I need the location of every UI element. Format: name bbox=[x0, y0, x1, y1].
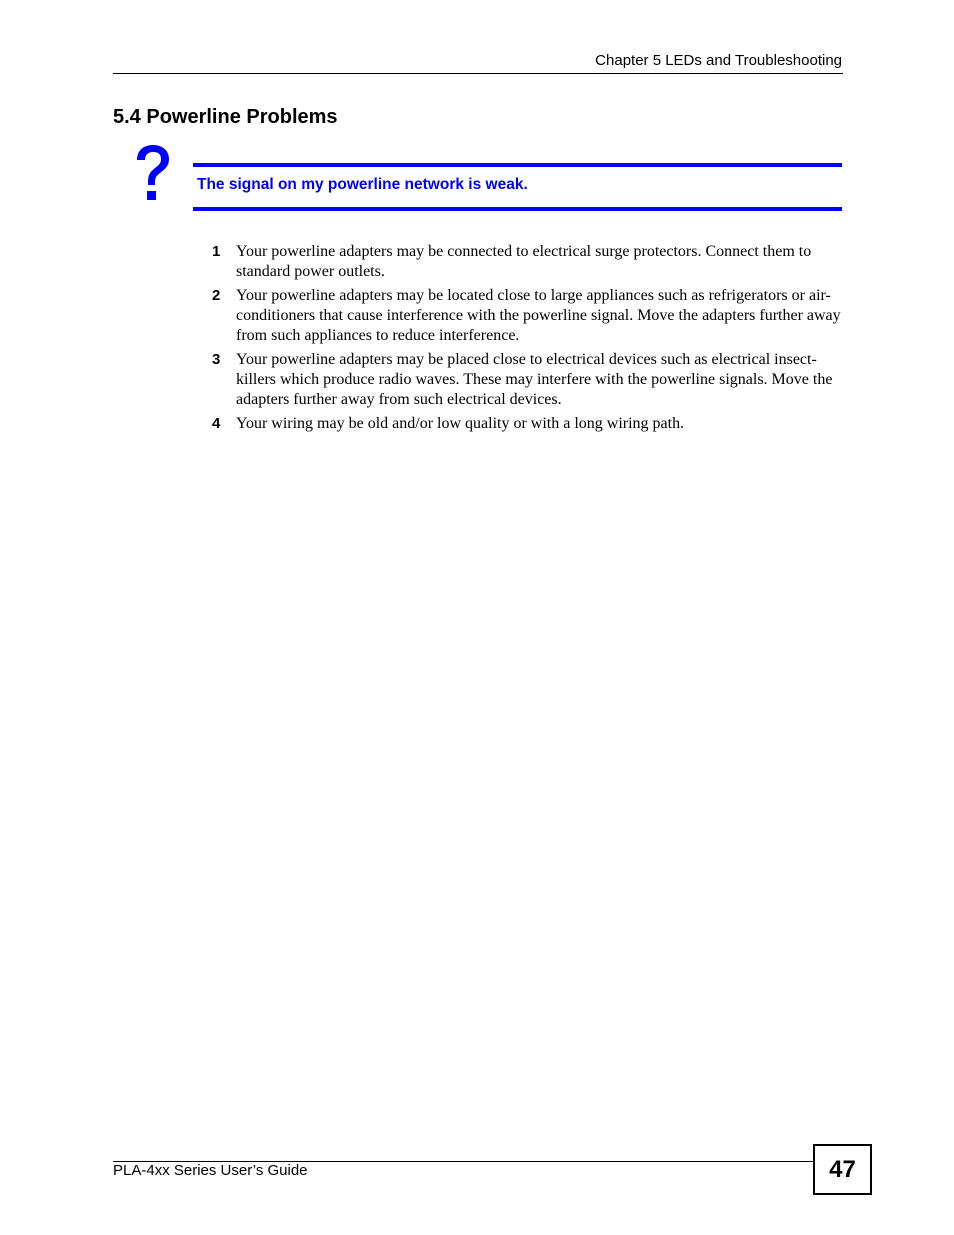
section-title: 5.4 Powerline Problems bbox=[113, 106, 338, 128]
question-box-top-rule bbox=[193, 163, 842, 167]
question-mark-icon bbox=[133, 143, 173, 205]
step-item bbox=[212, 350, 842, 410]
header-divider bbox=[113, 73, 843, 74]
step-text: Your powerline adapters may be placed close to electrical devices such as electrical insect-killers which produce radio waves. These may interfere with the powerline signals. Move the adapters further away from such electrical devices. bbox=[236, 351, 833, 408]
question-box-bottom-rule bbox=[193, 207, 842, 211]
step-text: Your powerline adapters may be located close to large appliances such as refrigerators or air-conditioners that cause interference with the powerline signal. Move the adapters further away from such appliances to reduce interference. bbox=[236, 287, 841, 344]
running-header: Chapter 5 LEDs and Troubleshooting bbox=[595, 52, 842, 69]
page-number: 47 bbox=[813, 1144, 872, 1195]
question-text: The signal on my powerline network is weak. bbox=[197, 176, 528, 193]
step-number: 1 bbox=[212, 243, 221, 260]
question-mark-hook bbox=[137, 145, 169, 185]
step-item bbox=[212, 286, 842, 346]
step-text: Your wiring may be old and/or low quality or with a long wiring path. bbox=[236, 415, 685, 432]
step-number: 3 bbox=[212, 351, 221, 368]
step-number: 4 bbox=[212, 415, 221, 432]
step-item bbox=[212, 414, 842, 434]
step-item bbox=[212, 242, 842, 282]
question-mark-dot bbox=[147, 191, 156, 200]
guide-title: PLA-4xx Series User’s Guide bbox=[113, 1162, 308, 1179]
step-number: 2 bbox=[212, 287, 221, 304]
step-text: Your powerline adapters may be connected to electrical surge protectors. Connect them to standard power outlets. bbox=[236, 243, 812, 280]
troubleshooting-steps bbox=[212, 242, 842, 438]
